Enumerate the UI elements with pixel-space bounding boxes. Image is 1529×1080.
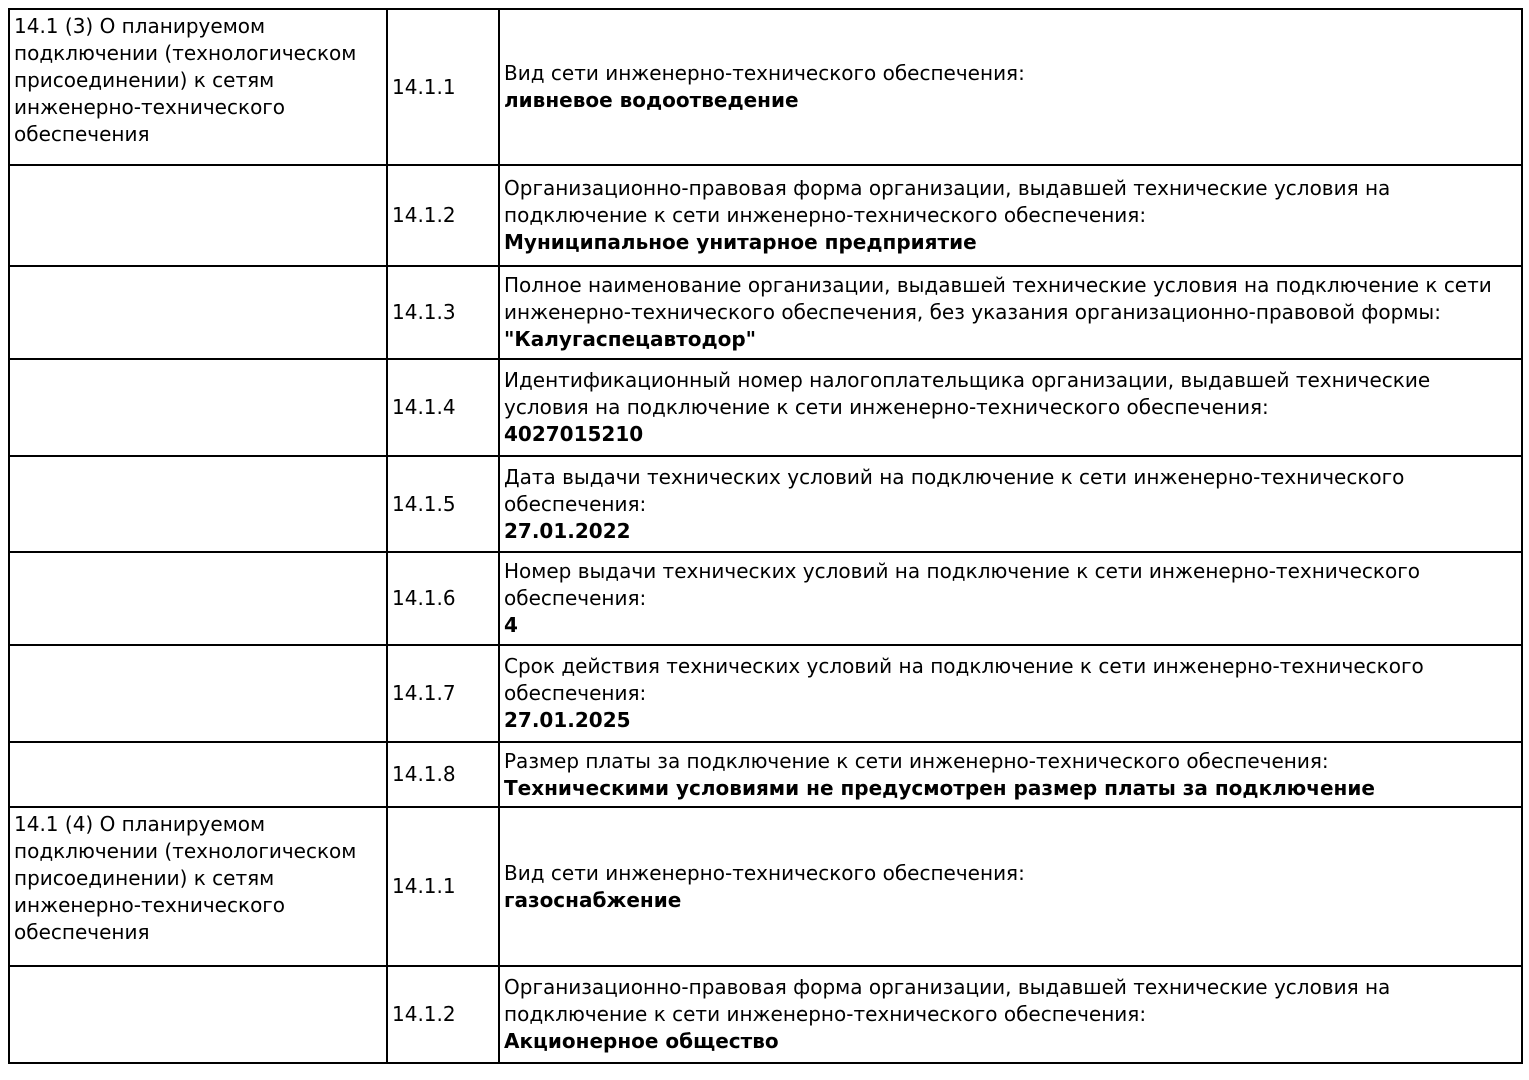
group-label-empty (9, 359, 387, 456)
field-value: Техническими условиями не предусмотрен размер платы за подключение (504, 775, 1375, 800)
field-value: Муниципальное унитарное предприятие (504, 230, 977, 254)
row-description (499, 552, 1522, 645)
row-code: 14.1.5 (387, 456, 499, 552)
row-code: 14.1.4 (387, 359, 499, 456)
field-label: Вид сети инженерно-технического обеспечения: (504, 61, 1025, 85)
field-label: Срок действия технических условий на подключение к сети инженерно-технического обеспечения: (504, 654, 1424, 705)
row-code: 14.1.2 (387, 966, 499, 1063)
field-label: Номер выдачи технических условий на подключение к сети инженерно-технического обеспечения: (504, 559, 1420, 610)
table-row (9, 359, 1522, 456)
row-code: 14.1.2 (387, 165, 499, 266)
row-description (499, 359, 1522, 456)
row-code: 14.1.1 (387, 807, 499, 966)
field-value: 4 (504, 613, 518, 637)
group-label-empty (9, 456, 387, 552)
field-value: 4027015210 (504, 422, 644, 446)
field-value: 27.01.2025 (504, 708, 631, 732)
field-label: Размер платы за подключение к сети инженерно-технического обеспечения: (504, 748, 1329, 773)
group-label-empty (9, 742, 387, 807)
field-label: Вид сети инженерно-технического обеспечения: (504, 860, 1025, 885)
field-value: ливневое водоотведение (504, 88, 799, 112)
field-label: Организационно-правовая форма организации, выдавшей технические условия на подключение к сети инженерно-технического обеспечения: (504, 975, 1391, 1026)
row-code: 14.1.3 (387, 266, 499, 359)
row-code: 14.1.8 (387, 742, 499, 807)
field-label: Дата выдачи технических условий на подключение к сети инженерно-технического обеспечения: (504, 464, 1405, 516)
field-value: 27.01.2022 (504, 518, 631, 543)
row-description (499, 966, 1522, 1063)
declaration-table (8, 8, 1523, 1064)
group-label-empty (9, 645, 387, 742)
field-label: Полное наименование организации, выдавшей технические условия на подключение к сети инженерно-технического обеспечения, без указания организационно-правовой формы: (504, 273, 1492, 324)
group-label-empty (9, 266, 387, 359)
table-row (9, 165, 1522, 266)
table-body (9, 9, 1522, 1063)
field-value: газоснабжение (504, 887, 682, 912)
table-row (9, 456, 1522, 552)
group-label: 14.1 (4) О планируемом подключении (технологическом присоединении) к сетям инженерно-технического обеспечения (9, 807, 387, 966)
group-label-empty (9, 552, 387, 645)
table-row (9, 9, 1522, 165)
row-description (499, 742, 1522, 807)
group-label-empty (9, 966, 387, 1063)
row-code: 14.1.1 (387, 9, 499, 165)
table-row (9, 552, 1522, 645)
table-row (9, 966, 1522, 1063)
field-label: Организационно-правовая форма организации, выдавшей технические условия на подключение к сети инженерно-технического обеспечения: (504, 176, 1391, 227)
row-code: 14.1.7 (387, 645, 499, 742)
row-description (499, 266, 1522, 359)
field-value: Акционерное общество (504, 1029, 779, 1053)
field-label: Идентификационный номер налогоплательщика организации, выдавшей технические условия на подключение к сети инженерно-технического обеспечения: (504, 368, 1431, 419)
group-label-empty (9, 165, 387, 266)
row-description (499, 165, 1522, 266)
group-label: 14.1 (3) О планируемом подключении (технологическом присоединении) к сетям инженерно-технического обеспечения (9, 9, 387, 165)
table-row (9, 742, 1522, 807)
row-description (499, 456, 1522, 552)
row-code: 14.1.6 (387, 552, 499, 645)
row-description (499, 9, 1522, 165)
field-value: "Калугаспецавтодор" (504, 327, 757, 351)
table-row (9, 645, 1522, 742)
table-row (9, 266, 1522, 359)
row-description (499, 645, 1522, 742)
row-description (499, 807, 1522, 966)
table-row (9, 807, 1522, 966)
